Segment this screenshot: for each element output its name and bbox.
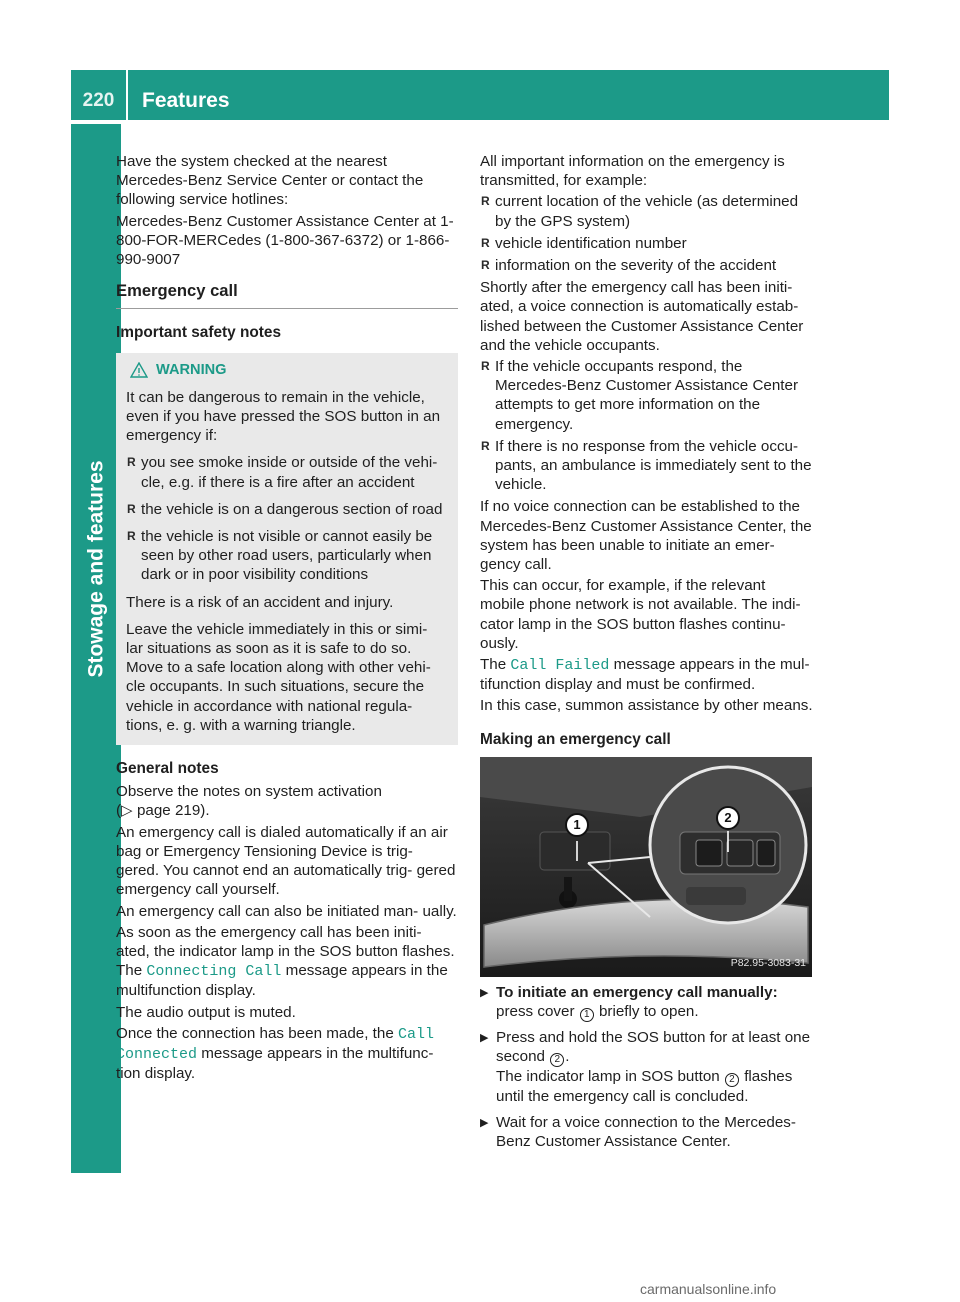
list-item: R the vehicle is on a dangerous section of road: [126, 500, 448, 519]
step-2-text: Press and hold the SOS button for at least one second: [496, 1029, 811, 1066]
header-divider: [126, 70, 128, 120]
step-1: [480, 983, 813, 1022]
summon-paragraph: In this case, summon assistance by other means.: [480, 697, 813, 715]
right-column: [480, 152, 813, 1157]
step-1-title: To initiate an emergency call manually:: [496, 983, 778, 1001]
figure-code: P82.95-3083-31: [730, 956, 806, 969]
section-title: Features: [142, 89, 230, 112]
instruction-steps: [480, 983, 813, 1151]
chapter-tab-label: Stowage and features: [84, 460, 108, 678]
step-1-text-end: briefly to open.: [598, 1003, 699, 1021]
display-message-call-failed: Call Failed: [510, 657, 610, 675]
overhead-control-illustration: [480, 757, 812, 977]
general-note-6-text-end: message appears in the multifunc- tion display.: [116, 1044, 434, 1083]
hotline-paragraph: Mercedes-Benz Customer Assistance Center at 1-800-FOR-MERCedes (1-800-367-6372) or 1-866-990-9007: [116, 212, 454, 269]
general-note-4-text-end: message appears in the multifunction display.: [116, 962, 448, 1000]
overhead-control-photo: [480, 757, 812, 977]
warning-intro: It can be dangerous to remain in the vehicle, even if you have pressed the SOS button in an emergency if:: [126, 388, 441, 445]
general-note-4-text: As soon as the emergency call has been initi- ated, the indicator lamp in the SOS button flashes. The: [116, 923, 455, 980]
info-list: [480, 192, 813, 275]
page-reference-link[interactable]: (▷ page 219).: [116, 802, 210, 820]
callout-1-ref: 1: [580, 1008, 594, 1022]
heading-safety-notes: Important safety notes: [116, 324, 282, 342]
general-note-1-text: Observe the notes on system activation: [116, 783, 382, 801]
general-note-6-text: Once the connection has been made, the: [116, 1024, 394, 1042]
response-list: [480, 357, 813, 494]
voice-connection-paragraph: Shortly after the emergency call has been initi- ated, a voice connection is automatically estab- lished between the Customer Assistance Center and the vehicle occupants.: [480, 279, 804, 354]
left-column: [116, 152, 458, 1085]
heading-making-call: Making an emergency call: [480, 730, 671, 748]
general-note-6: [116, 1024, 458, 1084]
step-2: [480, 1028, 813, 1106]
callout-2-ref: 2: [725, 1073, 739, 1087]
network-paragraph: This can occur, for example, if the relevant mobile phone network is not available. The indi- cator lamp in the SOS button flashes continu- ously.: [480, 577, 801, 652]
display-message-call: Call: [398, 1025, 435, 1043]
step-3: ▶ Wait for a voice connection to the Mercedes- Benz Customer Assistance Center.: [480, 1113, 813, 1151]
list-item: R you see smoke inside or outside of the vehi- cle, e.g. if there is a fire after an accident: [126, 453, 448, 491]
step-2-lamp-text: The indicator lamp in SOS button: [496, 1068, 720, 1086]
chapter-tab: [71, 124, 121, 1173]
list-item: R information on the severity of the accident: [480, 256, 813, 275]
info-intro: All important information on the emergency is transmitted, for example:: [480, 153, 785, 190]
step-2-lamp-text-end: flashes until the emergency call is concluded.: [496, 1068, 793, 1106]
warning-risk: There is a risk of an accident and injury.: [126, 593, 394, 611]
warning-title: WARNING: [156, 361, 227, 378]
heading-general-notes: General notes: [116, 760, 219, 778]
warning-advice: Leave the vehicle immediately in this or simi- lar situations as soon as it is safe to do so. Move to a safe location along with other vehi- cle occupants. In such situations, secure the vehicle in accordance with national regula- tions, e. g. with a warning triangle.: [126, 620, 431, 734]
general-note-3: An emergency call can also be initiated man- ually.: [116, 902, 457, 920]
general-note-5: The audio output is muted.: [116, 1003, 296, 1021]
list-item: R current location of the vehicle (as determined by the GPS system): [480, 192, 813, 230]
general-note-1: [116, 782, 458, 820]
step-2-period: .: [565, 1048, 570, 1066]
warning-triangle-icon: [130, 362, 148, 378]
watermark: carmanualsonline.info: [640, 1281, 777, 1297]
callout-2-ref: 2: [550, 1053, 564, 1067]
heading-emergency-call: Emergency call: [116, 281, 458, 309]
step-1-text: press cover: [496, 1003, 575, 1021]
callout-2: 2: [716, 806, 740, 830]
warning-list: [126, 453, 448, 584]
call-failed-text: The: [480, 656, 507, 674]
list-item: R the vehicle is not visible or cannot easily be seen by other road users, particularly when dark or in poor visibility conditions: [126, 527, 448, 585]
intro-paragraph: Have the system checked at the nearest Mercedes-Benz Service Center or contact the following service hotlines:: [116, 153, 424, 209]
general-note-4: [116, 923, 458, 1001]
display-message-connecting: Connecting Call: [146, 963, 282, 981]
callout-1: 1: [565, 813, 589, 837]
page-number: 220: [82, 90, 115, 111]
list-item: R If there is no response from the vehicle occu- pants, an ambulance is immediately sent to the vehicle.: [480, 437, 813, 495]
list-item: R vehicle identification number: [480, 234, 813, 253]
call-failed-paragraph: [480, 655, 813, 694]
no-connection-paragraph: If no voice connection can be established to the Mercedes-Benz Customer Assistance Center, the system has been unable to initiate an emer- gency call.: [480, 498, 812, 574]
display-message-connected: Connected: [116, 1045, 198, 1063]
list-item: R If the vehicle occupants respond, the Mercedes-Benz Customer Assistance Center attempts to get more information on the emergency.: [480, 357, 813, 434]
warning-header: [126, 361, 448, 380]
general-note-2: An emergency call is dialed automatically if an air bag or Emergency Tensioning Device is trig- gered. You cannot end an automatically trig- gered emergency call yourself.: [116, 823, 456, 899]
call-failed-text-end: message appears in the mul- tifunction display and must be confirmed.: [480, 656, 810, 694]
warning-box: [116, 353, 458, 745]
